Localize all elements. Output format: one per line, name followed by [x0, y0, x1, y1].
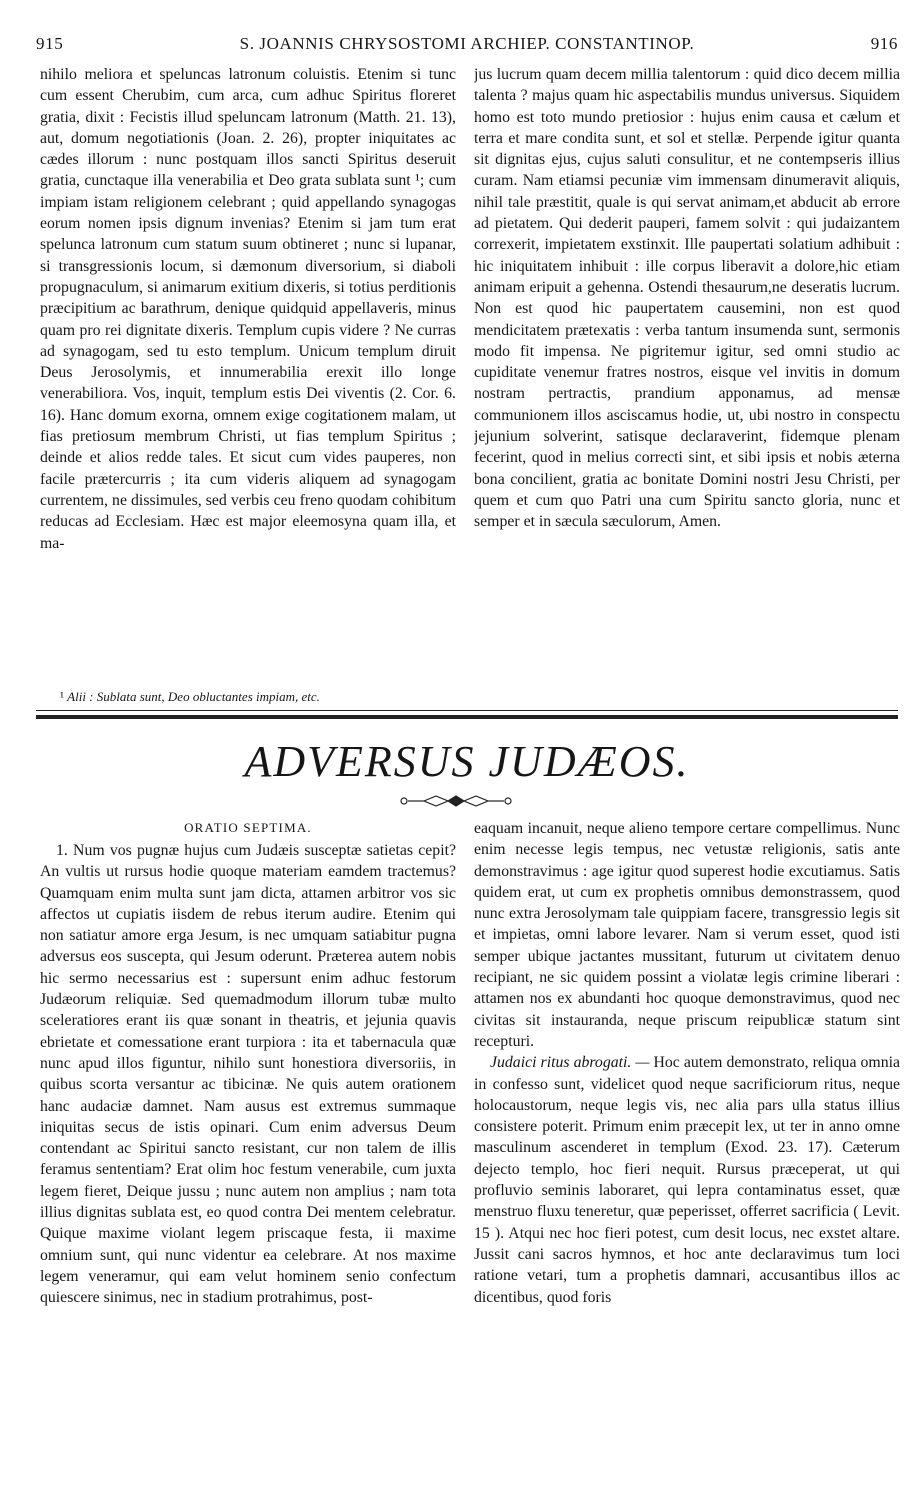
footnote	[60, 688, 320, 706]
running-header	[36, 34, 898, 56]
paragraph: nihilo meliora et speluncas latronum coluistis. Etenim si tunc cum essent Cherubim, cum arca, cum adhuc Spiritus floreret gratia, dixit : Fecistis illud speluncam latronum (Matth. 21. 13), aut, domum negotiationis (Joan. 2. 26), propter iniquitates ac cædes illorum : nunc postquam illos sancti Spiritus deseruit gratia, cunctaque illa venerabilia et Deo grata sublata sunt ¹; cum impiam istam religionem celebrant ; quid appellando synagogas eorum nomen ipsis dignum invenias? Etenim si jam tum erat spelunca latronum cum statum suum obtineret ; nunc si lupanar, si transgressionis locum, si dæmonum diversorium, si diaboli propugnaculum, si animarum exitium dixeris, si totius perditionis præcipitium ac barathrum, denique quidquid appellaveris, minus quam pro rei dignitate dixeris. Templum cupis videre ? Ne curras ad synagogam, sed tu esto templum. Unicum templum diruit Deus Jerosolymis, et innumerabilia erexit illo longe venerabiliora. Vos, inquit, templum estis Dei viventis (2. Cor. 6. 16). Hanc domum exorna, omnem exige cogitationem malam, ut fias pretiosum membrum Christi, ut fias templum Spiritus ; deinde et alios redde tales. Et sicut cum vides pauperes, non facile prætercurris ; ita cum videris aliquem ad synagogam currentem, ne dissimules, sed verbis ceu freno quodam cohibitum reducas ad Ecclesiam. Hæc est major eleemosyna quam illa, et ma-	[40, 66, 456, 552]
footnote-mark: ¹	[60, 689, 64, 704]
section-subtitle: ORATIO SEPTIMA.	[184, 820, 312, 835]
divider-thick	[36, 715, 898, 719]
bottom-left-column	[40, 840, 456, 1480]
page-number-right: 916	[870, 34, 898, 53]
top-left-column	[40, 64, 456, 690]
ornament-icon	[0, 793, 913, 809]
footnote-text: Alii : Sublata sunt, Deo obluctantes impiam, etc.	[67, 689, 320, 704]
paragraph: eaquam incanuit, neque alieno tempore certare compellimus. Nunc enim necesse legis tempus, nec vetustæ religionis, satis ante demonstravimus : age igitur quod superest hodie excutiamus. Satis quidem erat, ut cum ex prophetis omnibus demonstrassem, quod nunc extra Jerosolymam tale quippiam facere, transgressio legis sit et impietas, omni labore levarer. Nam si verum esset, quod isti semper ubique jactantes mussitant, futurum ut civitatem denuo recipiant, ne sic quidem possint a violatæ legis crimine liberari : attamen nos ex abundanti hoc quoque demonstravimus, quod nec civitas sit instauranda, neque priscum reipublicæ statum sint recepturi.	[474, 820, 900, 1050]
paragraph: jus lucrum quam decem millia talentorum : quid dico decem millia talenta ? majus quam hic aspectabilis mundus universus. Siquidem homo est toto mundo pretiosior : hujus enim causa et cælum et terra et mare condita sunt, et sol et stellæ. Perpende igitur quanta sit dignitas ejus, cujus saluti consulitur, et ne contempseris illius curam. Nam etiamsi pecuniæ vim immensam dinumeravit aliquis, nihil tale præstitit, quale is qui servat animam,et abducit ab errore ad pietatem. Qui dederit pauperi, famem solvit : qui judaizantem correxerit, impietatem exstinxit. Ille paupertati solatium adhibuit : hic iniquitatem inhibuit : ille corpus liberavit a dolore,hic etiam animam eripuit a gehenna. Ostendi thesaurum,ne deseratis lucrum. Non est quod hic paupertatem causemini, non est quod mendicitatem prætexatis : verba tantum insumenda sunt, sermonis modo fit impensa. Ne pigritemur igitur, sed omni studio ac cupiditate venemur fratres nostros, eisque vel invitis in domum nostram pertractis, prandium apponamus, ad mensæ communionem illos asciscamus hodie, ut, ubi nostro in conspectu jejunium solverint, satisque declaraverint, fidemque plenam fecerint, quod in melius correcti sint, et sibi ipsis et nobis æterna bona concilient, gratia ac bonitate Domini nostri Jesu Christi, per quem et cum quo Patri una cum Spiritu sancto gloria, nunc et semper et in sæcula sæculorum, Amen.	[474, 66, 900, 531]
paragraph: 1. Num vos pugnæ hujus cum Judæis susceptæ satietas cepit? An vultis ut rursus hodie quoque materiam eamdem tractemus? Quamquam enim multa sunt jam dicta, attamen arbitror vos sic affectos ut cupiatis iisdem de rebus iterum audire. Etenim qui non satiatur amore erga Jesum, is nec umquam satiabitur pugna adversus eos suscepta, qui Jesum oderunt. Præterea autem nobis hic sermo necessarius est : supersunt enim adhuc festorum Judæorum reliquiæ. Sed quemadmodum illorum tubæ multo sceleratiores erant iis quæ sonant in theatris, et jejunia quavis ebrietate et comessatione erant turpiora : ita et tabernacula quæ nunc apud illos figuntur, nihilo sunt honestiora diversoriis, in quibus scorta versantur ac tibicinæ. Ne quis autem orationem hanc audaciæ damnet. Nam ausus est extremus summaque iniquitas secus de istis opinari. Cum enim adversus Deum contendant ac Spiritui sancto resistant, cur non talem de illis feramus sententiam? Erat olim hoc festum venerabile, cum juxta legem fieret, Deique jussu ; nunc autem non amplius ; nam tota illius dignitas sublata est, eo quod contra Dei mentem celebratur. Quique maxime violant legem priscaque festa, ii maxime omnium sunt, qui nunc videntur ea celebrare. At nos maxime legem veneramur, qui eam velut hominem senio confectum quiescere sinimus, nec in stadium protrahimus, post-	[40, 842, 456, 1307]
section-title: ADVERSUS JUDÆOS.	[244, 737, 690, 786]
bottom-right-column	[474, 818, 900, 1480]
top-right-column	[474, 64, 900, 704]
paragraph-text: Hoc autem demonstrato, reliqua omnia in confesso sunt, videlicet quod neque sacrificiorum ritus, neque holocaustorum, neque legis vis, nec alia pars ulla status illius consistere poterit. Primum enim præcepit lex, ut ter in anno omne masculinum ascenderet in templum (Exod. 23. 17). Cæterum dejecto templo, hoc fieri nequit. Rursus præceperat, ut qui profluvio seminis laboraret, qui lepra contaminatus esset, quæ menstruo fluxu teneretur, quæ peperisset, offerret sacrificia ( Levit. 15 ). Atqui nec hoc fieri potest, cum desit locus, nec exstet altare. Jussit cani sacros hymnos, et hoc ante declaravimus tum loci ratione vetari, tum a prophetis damnari, accusantibus illos ac dicentibus, quod foris	[474, 1054, 900, 1306]
paragraph	[474, 1052, 900, 1308]
running-title: S. JOANNIS CHRYSOSTOMI ARCHIEP. CONSTANTINOP.	[239, 34, 695, 53]
page-number-left: 915	[36, 34, 64, 53]
side-heading: Judaici ritus abrogati. —	[490, 1054, 650, 1072]
divider-thin	[36, 710, 898, 711]
